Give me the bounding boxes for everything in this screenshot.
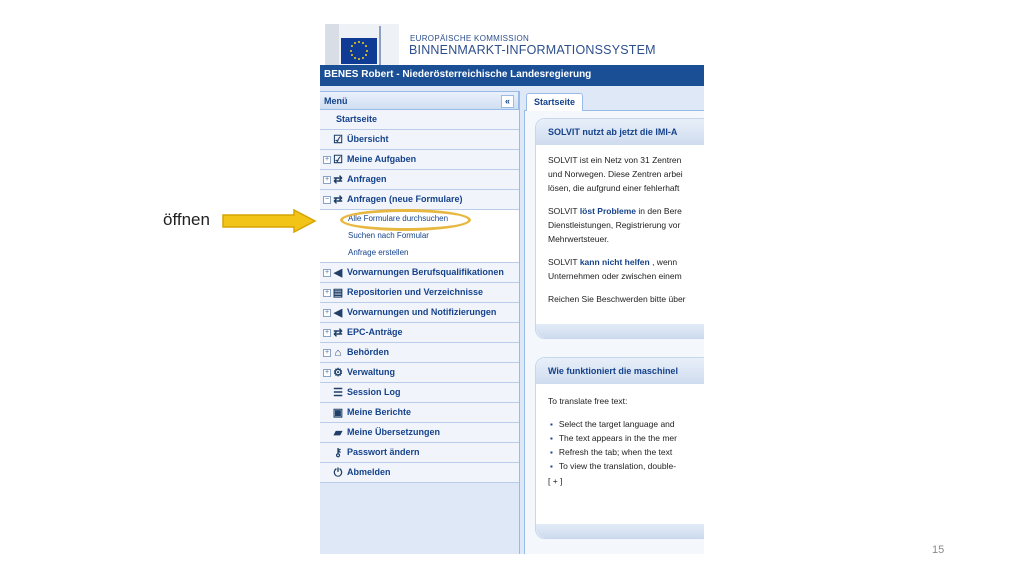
expand-icon[interactable]: + bbox=[324, 289, 330, 296]
panel-area bbox=[524, 111, 704, 554]
menu-item-label: Behörden bbox=[347, 347, 390, 357]
translation-step: ▪ To view the translation, double- bbox=[550, 461, 676, 471]
solvit-text: SOLVIT kann nicht helfen , wenn bbox=[548, 257, 678, 267]
content-area bbox=[524, 91, 704, 554]
expand-icon[interactable]: + bbox=[324, 329, 330, 336]
translation-step: ▪ Refresh the tab; when the text bbox=[550, 447, 672, 457]
user-bar: BENES Robert - Niederösterreichische Landesregierung bbox=[320, 65, 704, 86]
menu-item-label: Anfragen (neue Formulare) bbox=[347, 194, 463, 204]
megaphone-icon: ◀ bbox=[333, 307, 343, 319]
slide-number: 15 bbox=[932, 544, 945, 556]
list-icon: ☰ bbox=[333, 387, 343, 399]
exchange-arrows-icon: ⇄ bbox=[333, 327, 343, 339]
expand-icon[interactable]: + bbox=[324, 156, 330, 163]
menu-item-translations[interactable] bbox=[320, 423, 519, 443]
menu-item-password[interactable] bbox=[320, 443, 519, 463]
menu-item-reports[interactable] bbox=[320, 403, 519, 423]
expand-icon[interactable]: + bbox=[324, 269, 330, 276]
menu-item-label: Meine Übersetzungen bbox=[347, 427, 441, 437]
megaphone-icon: ◀ bbox=[333, 267, 343, 279]
checklist-icon: ☑ bbox=[333, 154, 343, 166]
menu-item-authorities[interactable] bbox=[320, 343, 519, 363]
solvit-card-title: SOLVIT nutzt ab jetzt die IMI-A bbox=[536, 119, 704, 145]
banner-title: BINNENMARKT-INFORMATIONSSYSTEM bbox=[409, 43, 656, 57]
exchange-arrows-icon: ⇄ bbox=[333, 194, 343, 206]
collapse-button[interactable]: « bbox=[501, 95, 514, 108]
solvit-text: SOLVIT löst Probleme in den Bere bbox=[548, 206, 682, 216]
left-menu bbox=[320, 91, 520, 554]
submenu-item-create[interactable]: Anfrage erstellen bbox=[348, 248, 409, 257]
menu-item-label: Vorwarnungen und Notifizierungen bbox=[347, 307, 497, 317]
expand-icon[interactable]: + bbox=[324, 309, 330, 316]
solvit-text: Mehrwertsteuer. bbox=[548, 234, 609, 244]
submenu-item-search-all[interactable]: Alle Formulare durchsuchen bbox=[348, 214, 449, 223]
menu-item-my-tasks[interactable] bbox=[320, 150, 519, 170]
translation-card bbox=[535, 357, 704, 539]
menu-item-label: Session Log bbox=[347, 387, 401, 397]
banner-subtitle: EUROPÄISCHE KOMMISSION bbox=[410, 34, 530, 43]
menu-item-epc[interactable] bbox=[320, 323, 519, 343]
solvit-text: SOLVIT ist ein Netz von 31 Zentren bbox=[548, 155, 682, 165]
collapse-icon[interactable]: − bbox=[324, 196, 330, 203]
solvit-text: Unternehmen oder zwischen einem bbox=[548, 271, 682, 281]
menu-item-admin[interactable] bbox=[320, 363, 519, 383]
solvit-text: und Norwegen. Diese Zentren arbei bbox=[548, 169, 683, 179]
menu-item-label: Startseite bbox=[336, 114, 378, 124]
annotation-arrow-icon bbox=[222, 208, 318, 234]
key-icon: ⚷ bbox=[333, 447, 343, 459]
menu-item-label: Passwort ändern bbox=[347, 447, 420, 457]
imi-window bbox=[320, 22, 704, 554]
exchange-arrows-icon: ⇄ bbox=[333, 174, 343, 186]
menu-item-label: Vorwarnungen Berufsqualifikationen bbox=[347, 267, 504, 277]
menu-item-requests[interactable] bbox=[320, 170, 519, 190]
menu-item-requests-new[interactable] bbox=[320, 190, 519, 210]
banner bbox=[320, 22, 704, 65]
report-icon: ▣ bbox=[332, 407, 344, 419]
submenu-item-search-form[interactable]: Suchen nach Formular bbox=[348, 231, 429, 240]
gear-icon: ⚙ bbox=[333, 367, 343, 379]
eu-flag-icon bbox=[325, 24, 399, 65]
highlight-ellipse bbox=[340, 209, 471, 231]
solvit-text: Reichen Sie Beschwerden bitte über bbox=[548, 294, 686, 304]
solvit-text: Dienstleistungen, Registrierung vor bbox=[548, 220, 681, 230]
tab-strip bbox=[524, 91, 704, 111]
translation-card-title: Wie funktioniert die maschinel bbox=[536, 358, 704, 384]
speech-bubble-icon: ▰ bbox=[333, 427, 343, 439]
archive-icon: ▤ bbox=[332, 287, 344, 299]
power-icon: ⏻ bbox=[333, 467, 343, 479]
menu-title: Menü bbox=[324, 96, 348, 106]
menu-header bbox=[320, 91, 519, 110]
menu-item-label: Anfragen bbox=[347, 174, 387, 184]
menu-item-logout[interactable] bbox=[320, 463, 519, 483]
menu-item-label: EPC-Anträge bbox=[347, 327, 403, 337]
expand-icon[interactable]: + bbox=[324, 369, 330, 376]
translation-step: ▪ Select the target language and bbox=[550, 419, 675, 429]
annotation-label: öffnen bbox=[163, 210, 210, 229]
card-footer bbox=[536, 324, 704, 338]
menu-item-start[interactable] bbox=[320, 110, 519, 130]
menu-item-label: Verwaltung bbox=[347, 367, 396, 377]
menu-item-session-log[interactable] bbox=[320, 383, 519, 403]
menu-item-alerts-notifications[interactable] bbox=[320, 303, 519, 323]
menu-item-overview[interactable] bbox=[320, 130, 519, 150]
menu-item-label: Abmelden bbox=[347, 467, 391, 477]
expand-more-link[interactable]: [ + ] bbox=[548, 476, 563, 486]
card-footer bbox=[536, 524, 704, 538]
menu-item-label: Repositorien und Verzeichnisse bbox=[347, 287, 484, 297]
translation-step: ▪ The text appears in the the mer bbox=[550, 433, 677, 443]
menu-item-repositories[interactable] bbox=[320, 283, 519, 303]
building-icon: ⌂ bbox=[334, 347, 342, 359]
expand-icon[interactable]: + bbox=[324, 176, 330, 183]
solvit-text: lösen, die aufgrund einer fehlerhaft bbox=[548, 183, 680, 193]
checklist-icon: ☑ bbox=[333, 134, 343, 146]
translation-intro: To translate free text: bbox=[548, 396, 628, 406]
solvit-card bbox=[535, 118, 704, 339]
menu-item-label: Meine Aufgaben bbox=[347, 154, 417, 164]
menu-item-prof-alerts[interactable] bbox=[320, 263, 519, 283]
tab-startseite[interactable]: Startseite bbox=[526, 93, 583, 111]
menu-item-label: Meine Berichte bbox=[347, 407, 412, 417]
expand-icon[interactable]: + bbox=[324, 349, 330, 356]
menu-item-label: Übersicht bbox=[347, 134, 389, 144]
